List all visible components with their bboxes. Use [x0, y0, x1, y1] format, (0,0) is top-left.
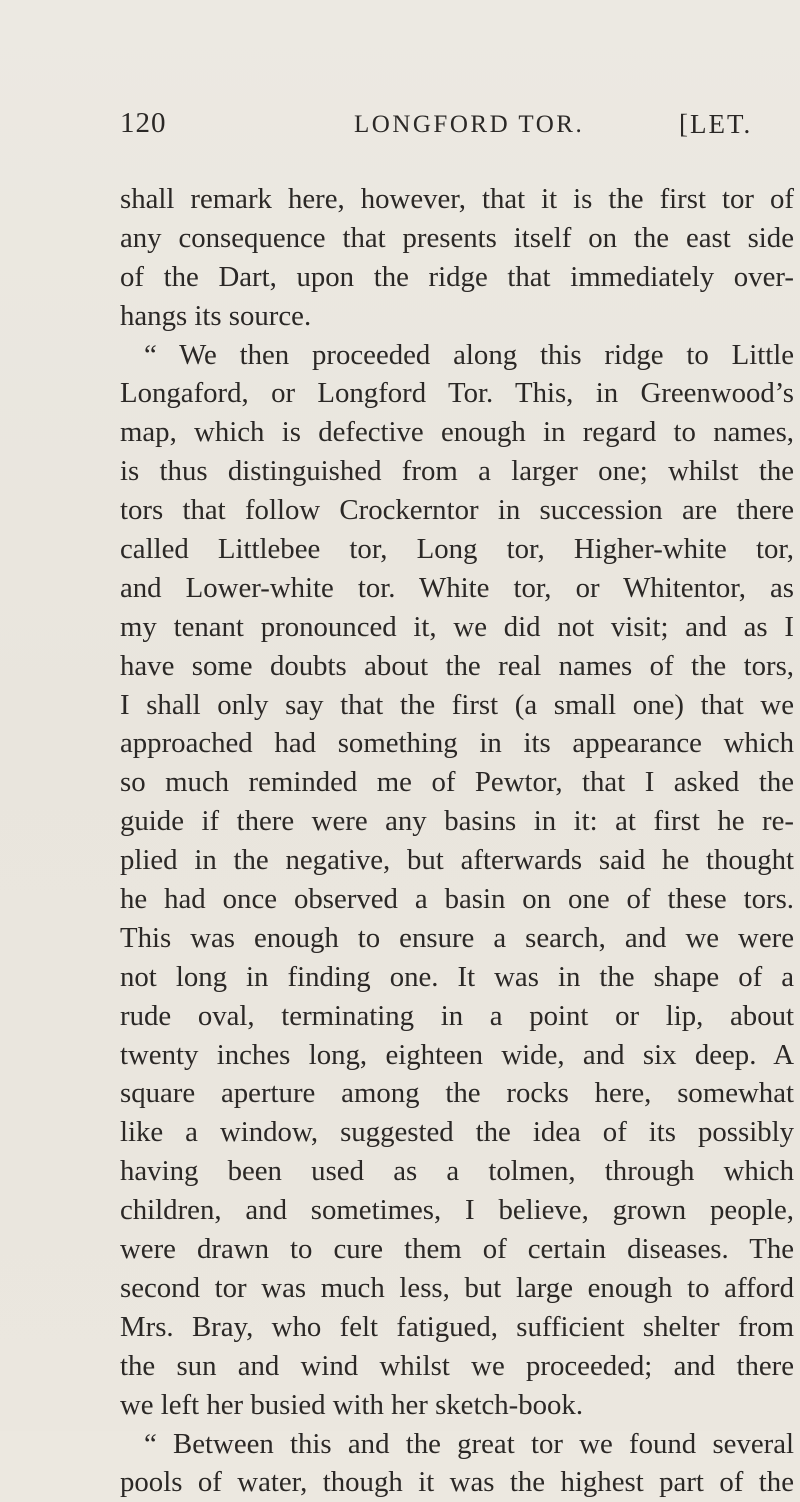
page-number: 120 [120, 107, 167, 139]
text-line: called Littlebee tor, Long tor, Higher-white tor, [120, 533, 794, 566]
text-line: have some doubts about the real names of the tors, [120, 649, 794, 682]
text-line: were drawn to cure them of certain diseases. The [120, 1233, 794, 1266]
text-line: map, which is defective enough in regard to names, [120, 416, 794, 449]
text-line: guide if there were any basins in it: at first he re- [120, 805, 794, 838]
body-text [120, 180, 794, 1502]
text-line: children, and sometimes, I believe, grown people, [120, 1194, 794, 1227]
text-line: is thus distinguished from a larger one; whilst the [120, 455, 794, 488]
running-title: LONGFORD TOR. [354, 111, 585, 138]
text-line: I shall only say that the first (a small one) that we [120, 688, 794, 721]
text-line: hangs its source. [120, 299, 312, 332]
text-line: “ We then proceeded along this ridge to Little [144, 338, 794, 371]
section-mark: [LET. [679, 109, 753, 139]
text-line: we left her busied with her sketch-book. [120, 1388, 584, 1421]
text-line: This was enough to ensure a search, and we were [120, 921, 794, 954]
text-line: twenty inches long, eighteen wide, and six deep. A [120, 1038, 794, 1071]
text-line: “ Between this and the great tor we found several [144, 1427, 794, 1460]
text-line: Mrs. Bray, who felt fatigued, sufficient shelter from [120, 1310, 794, 1343]
text-line: plied in the negative, but afterwards said he thought [120, 844, 794, 877]
text-line: Longaford, or Longford Tor. This, in Greenwood’s [120, 377, 794, 410]
text-line: my tenant pronounced it, we did not visit; and as I [120, 610, 794, 643]
text-line: approached had something in its appearance which [120, 727, 794, 760]
page-header [104, 103, 776, 147]
text-line: the sun and wind whilst we proceeded; and there [120, 1349, 794, 1382]
text-line: not long in finding one. It was in the shape of a [120, 960, 794, 993]
text-line: shall remark here, however, that it is the first tor of [120, 183, 794, 215]
text-line: like a window, suggested the idea of its possibly [120, 1116, 794, 1149]
text-line: of the Dart, upon the ridge that immediately over- [120, 260, 794, 293]
text-line: tors that follow Crockerntor in succession are there [120, 494, 794, 527]
text-line: he had once observed a basin on one of these tors. [120, 883, 794, 916]
text-line: so much reminded me of Pewtor, that I asked the [120, 766, 794, 799]
text-line: square aperture among the rocks here, somewhat [120, 1077, 794, 1110]
text-line: and Lower-white tor. White tor, or Whitentor, as [120, 571, 794, 604]
text-line: any consequence that presents itself on the east side [120, 221, 794, 254]
text-line: second tor was much less, but large enough to afford [120, 1271, 794, 1304]
text-line: pools of water, though it was the highest part of the [120, 1466, 794, 1499]
text-line: having been used as a tolmen, through which [120, 1155, 794, 1188]
text-line: rude oval, terminating in a point or lip, about [120, 999, 794, 1032]
